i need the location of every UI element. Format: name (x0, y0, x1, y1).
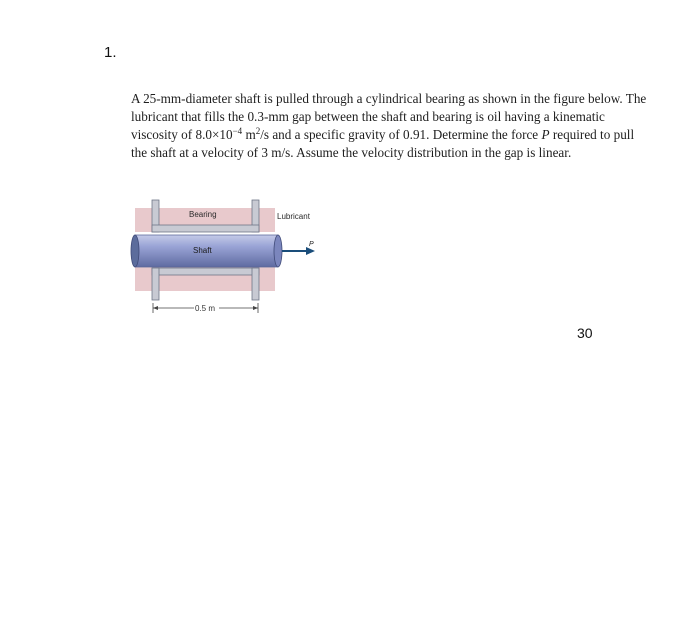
question-number: 1. (104, 44, 117, 61)
bearing-bottom-left-flange (152, 268, 159, 300)
problem-statement (131, 90, 651, 162)
viscosity-exponent: −4 (232, 126, 243, 136)
problem-text-part-4: required to pull the shaft at a velocity of 3 m/s. Assume the velocity distribution in the gap is linear. (131, 127, 635, 160)
problem-text-part-2: m (242, 127, 256, 142)
shaft-label: Shaft (193, 246, 212, 255)
problem-text-part-3: /s and a specific gravity of 0.91. Determine the force (260, 127, 542, 142)
dimension-arrow-left (153, 306, 158, 310)
force-label: P (309, 241, 314, 248)
bearing-figure (125, 195, 335, 320)
bearing-diagram (125, 195, 335, 320)
force-arrow-head (306, 247, 315, 255)
dimension-arrow-right (253, 306, 258, 310)
bearing-bottom-right-flange (252, 268, 259, 300)
dimension-label: 0.5 m (195, 304, 216, 313)
score-value: 30 (577, 325, 593, 341)
unit-exponent: 2 (255, 126, 261, 136)
problem-text-part-1: A 25-mm-diameter shaft is pulled through a cylindrical bearing as shown in the figure below. The lubricant that fills the 0.3-mm gap between the shaft and bearing is oil having a kinematic viscosity of 8.0×10 (131, 91, 647, 142)
lubricant-label: Lubricant (277, 212, 310, 221)
bearing-bottom-plate (152, 268, 259, 275)
bearing-label: Bearing (189, 210, 217, 219)
bearing-top-plate (152, 225, 259, 232)
shaft-left-end (131, 235, 139, 267)
force-symbol: P (541, 127, 550, 142)
shaft-right-end (274, 235, 282, 267)
